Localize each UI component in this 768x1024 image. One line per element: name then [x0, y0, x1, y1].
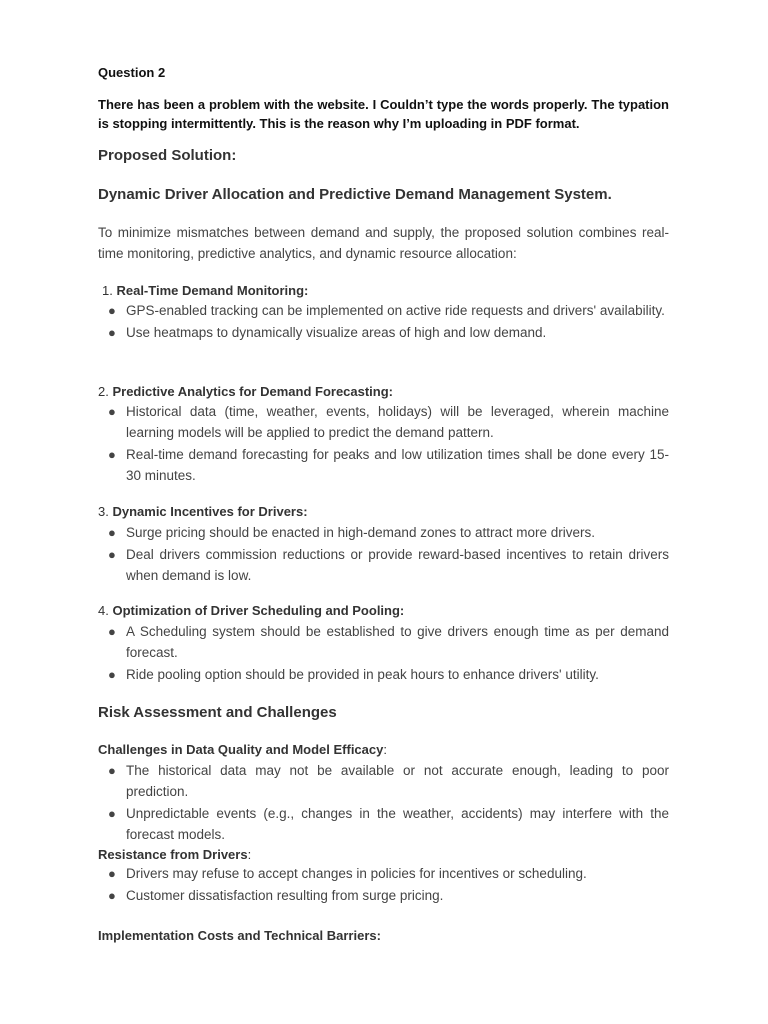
bullet-icon: ● [108, 805, 116, 821]
list-item [106, 621, 669, 663]
section-title: Dynamic Incentives for Drivers: [112, 504, 308, 519]
list-item [106, 300, 669, 321]
bullet-icon: ● [108, 546, 116, 562]
section-number: 4. [98, 603, 109, 618]
list-item-text: Unpredictable events (e.g., changes in the weather, accidents) may interfere with the forecast models. [126, 805, 669, 842]
list-item-text: Deal drivers commission reductions or provide reward-based incentives to retain drivers when demand is low. [126, 546, 669, 583]
list-item [106, 544, 669, 586]
upload-note: There has been a problem with the website. I Couldn’t type the words properly. The typation is stopping intermittently. This is the reason why I’m uploading in PDF format. [98, 97, 669, 131]
proposed-solution-heading: Proposed Solution: [98, 147, 237, 164]
challenge-heading: Challenges in Data Quality and Model Efficacy: [98, 742, 387, 757]
section-heading [98, 384, 393, 399]
bullet-icon: ● [108, 446, 116, 462]
bullet-icon: ● [108, 324, 116, 340]
list-item-text: Real-time demand forecasting for peaks and low utilization times shall be done every 15-30 minutes. [126, 446, 669, 483]
list-item-text: Surge pricing should be enacted in high-demand zones to attract more drivers. [126, 525, 596, 540]
list-item-text: The historical data may not be available or not accurate enough, leading to poor prediction. [126, 763, 669, 799]
intro-paragraph: To minimize mismatches between demand and supply, the proposed solution combines real-time monitoring, predictive analytics, and dynamic resource allocation: [98, 225, 669, 261]
list-item [106, 760, 669, 802]
list-item [106, 664, 669, 685]
list-item-text: A Scheduling system should be established to give drivers enough time as per demand forecast. [126, 624, 669, 660]
section-number: 2. [98, 384, 109, 399]
bullet-icon: ● [108, 525, 116, 540]
bullet-icon: ● [108, 887, 116, 903]
list-item [106, 803, 669, 845]
section-heading [98, 603, 404, 618]
list-item-text: Customer dissatisfaction resulting from surge pricing. [126, 887, 444, 903]
list-item [106, 885, 669, 906]
challenge-bullet-list [106, 863, 669, 906]
list-item-text: Drivers may refuse to accept changes in policies for incentives or scheduling. [126, 866, 587, 881]
list-item [106, 401, 669, 443]
section-bullet-list [106, 401, 669, 486]
section-bullet-list [106, 522, 669, 586]
bullet-icon: ● [108, 404, 116, 419]
challenge-bullet-list [106, 760, 669, 845]
list-item [106, 522, 669, 543]
list-item-text: GPS-enabled tracking can be implemented on active ride requests and drivers' availability. [126, 303, 665, 318]
section-title: Real-Time Demand Monitoring: [116, 283, 309, 298]
system-title: Dynamic Driver Allocation and Predictive Demand Management System. [98, 186, 612, 203]
bullet-icon: ● [108, 666, 116, 682]
bullet-icon: ● [108, 303, 116, 318]
challenge-title: Challenges in Data Quality and Model Efficacy [98, 742, 384, 757]
list-item-text: Use heatmaps to dynamically visualize areas of high and low demand. [126, 324, 547, 340]
risk-assessment-heading: Risk Assessment and Challenges [98, 704, 337, 721]
section-heading [98, 504, 308, 519]
section-heading [102, 283, 308, 298]
list-item-text: Historical data (time, weather, events, holidays) will be leveraged, wherein machine learning models will be applied to predict the demand pattern. [126, 404, 669, 440]
section-bullet-list [106, 300, 669, 343]
list-item [106, 322, 669, 343]
section-title: Predictive Analytics for Demand Forecasting: [112, 384, 394, 399]
section-bullet-list [106, 621, 669, 685]
challenge-title: Resistance from Drivers [98, 847, 248, 862]
section-number: 3. [98, 504, 109, 519]
list-item [106, 444, 669, 486]
list-item [106, 863, 669, 884]
section-number: 1. [102, 283, 113, 298]
bullet-icon: ● [108, 763, 116, 778]
section-title: Optimization of Driver Scheduling and Pooling: [112, 603, 405, 618]
bullet-icon: ● [108, 624, 116, 639]
implementation-heading: Implementation Costs and Technical Barriers: [98, 928, 381, 943]
list-item-text: Ride pooling option should be provided in peak hours to enhance drivers' utility. [126, 666, 599, 682]
challenge-heading: Resistance from Drivers: [98, 847, 252, 862]
bullet-icon: ● [108, 866, 116, 881]
question-label: Question 2 [98, 65, 166, 80]
